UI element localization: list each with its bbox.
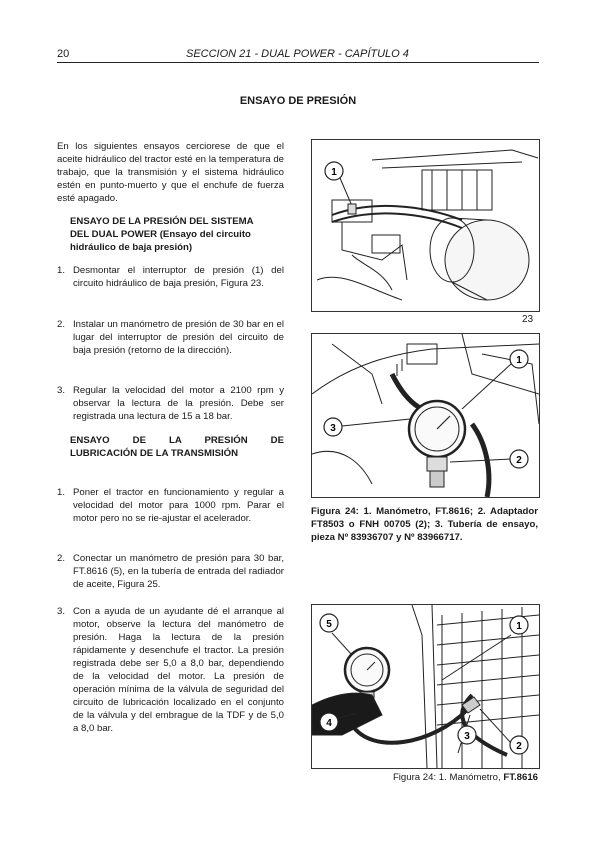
callout-label: 1 xyxy=(516,355,522,366)
list-text: Desmontar el interruptor de presión (1) del circuito hidráulico de baja presión, Figura 23. xyxy=(73,265,284,289)
sub1-line: DEL DUAL POWER (Ensayo del circuito xyxy=(70,229,251,240)
running-header: SECCION 21 - DUAL POWER - CAPÍTULO 4 xyxy=(186,48,409,60)
page-number: 20 xyxy=(57,48,70,60)
subsection-heading-1 xyxy=(70,215,284,254)
list-number: 3. xyxy=(57,385,66,396)
list-number: 2. xyxy=(57,319,66,330)
list-item xyxy=(57,605,284,740)
caption-text: Figura 24: 1. Manómetro, xyxy=(392,772,504,783)
sub1-line: ENSAYO DE LA PRESIÓN DEL SISTEMA xyxy=(70,216,254,227)
figure-24-caption: Figura 24: 1. Manómetro, FT.8616; 2. Adaptador FT8503 o FNH 00705 (2); 3. Tubería de ensayo, pieza Nº 83936707 y Nº 83966717. xyxy=(311,506,538,543)
list-item xyxy=(57,552,284,592)
figure-24-image xyxy=(311,333,540,498)
figure-25-image xyxy=(311,604,540,769)
list-item xyxy=(57,384,284,424)
callout-label: 1 xyxy=(331,167,337,178)
list-number: 1. xyxy=(57,265,66,276)
subsection-heading-2 xyxy=(70,434,284,460)
callout-label: 2 xyxy=(516,455,522,466)
section-title: ENSAYO DE PRESIÓN xyxy=(239,95,357,107)
sub2-line: LUBRICACIÓN DE LA TRANSMISIÓN xyxy=(70,448,239,459)
list-item xyxy=(57,264,284,316)
list-text: Regular la velocidad del motor a 2100 rpm y observar la lectura de la presión. Debe ser registrada una lectura de 15 a 18 bar. xyxy=(73,385,284,422)
list-text: Con a ayuda de un ayudante dé el arranque al motor, observe la lectura del manómetro de presión. Haga la lectura de la presión rápidamente y desenchufe el tractor. La presión registrada debe ser 5,0 a 8,0 bar, dependiendo de la velocidad del motor. La presión de operación mínima de la válvula de seguridad del circuito de lubricación localizado en el conjunto de la válvula y del embrague de la TDF y de 5,0 a 8,0 bar. xyxy=(73,606,284,734)
list-text: Instalar un manómetro de presión de 30 bar en el lugar del interruptor de presión del circuito de baja presión (retorno de la dirección). xyxy=(73,319,284,356)
caption-bold: FT.8616 xyxy=(503,772,538,783)
list-number: 1. xyxy=(57,487,66,498)
sub1-line: hidráulico de baja presión) xyxy=(70,242,193,253)
figure-23-illustration xyxy=(312,140,539,311)
list-item xyxy=(57,318,284,370)
intro-paragraph: En los siguientes ensayos cerciorese de que el aceite hidráulico del tractor esté en la temperatura de trabajo, que la transmisión y el sistema hidráulico estén en punto-muerto y que el enchufe de fuerza esté apagado. xyxy=(57,141,284,204)
callout-label: 3 xyxy=(464,731,470,742)
header-rule xyxy=(57,62,539,63)
list-text: Conectar un manómetro de presión para 30 bar, FT.8616 (5), en la tubería de entrada del radiador de aceite, Figura 25. xyxy=(73,553,284,590)
sub2-line: ENSAYO DE LA PRESIÓN DE xyxy=(70,435,284,446)
callout-label: 5 xyxy=(326,619,332,630)
callout-label: 4 xyxy=(326,718,332,729)
list-item xyxy=(57,486,284,540)
figure-24-illustration xyxy=(312,334,539,497)
callout-label: 3 xyxy=(330,423,336,434)
figure-number: 23 xyxy=(522,314,534,325)
figure-25-illustration xyxy=(312,605,539,768)
list-number: 3. xyxy=(57,606,66,617)
callout-label: 1 xyxy=(516,621,522,632)
figure-25-caption xyxy=(311,772,538,783)
callout-label: 2 xyxy=(516,741,522,752)
list-text: Poner el tractor en funcionamiento y regular a velocidad del motor para 1000 rpm. Parar el motor pero no se rie-ajustar el acelerador. xyxy=(73,487,284,524)
figure-23-image xyxy=(311,139,540,312)
list-number: 2. xyxy=(57,553,66,564)
